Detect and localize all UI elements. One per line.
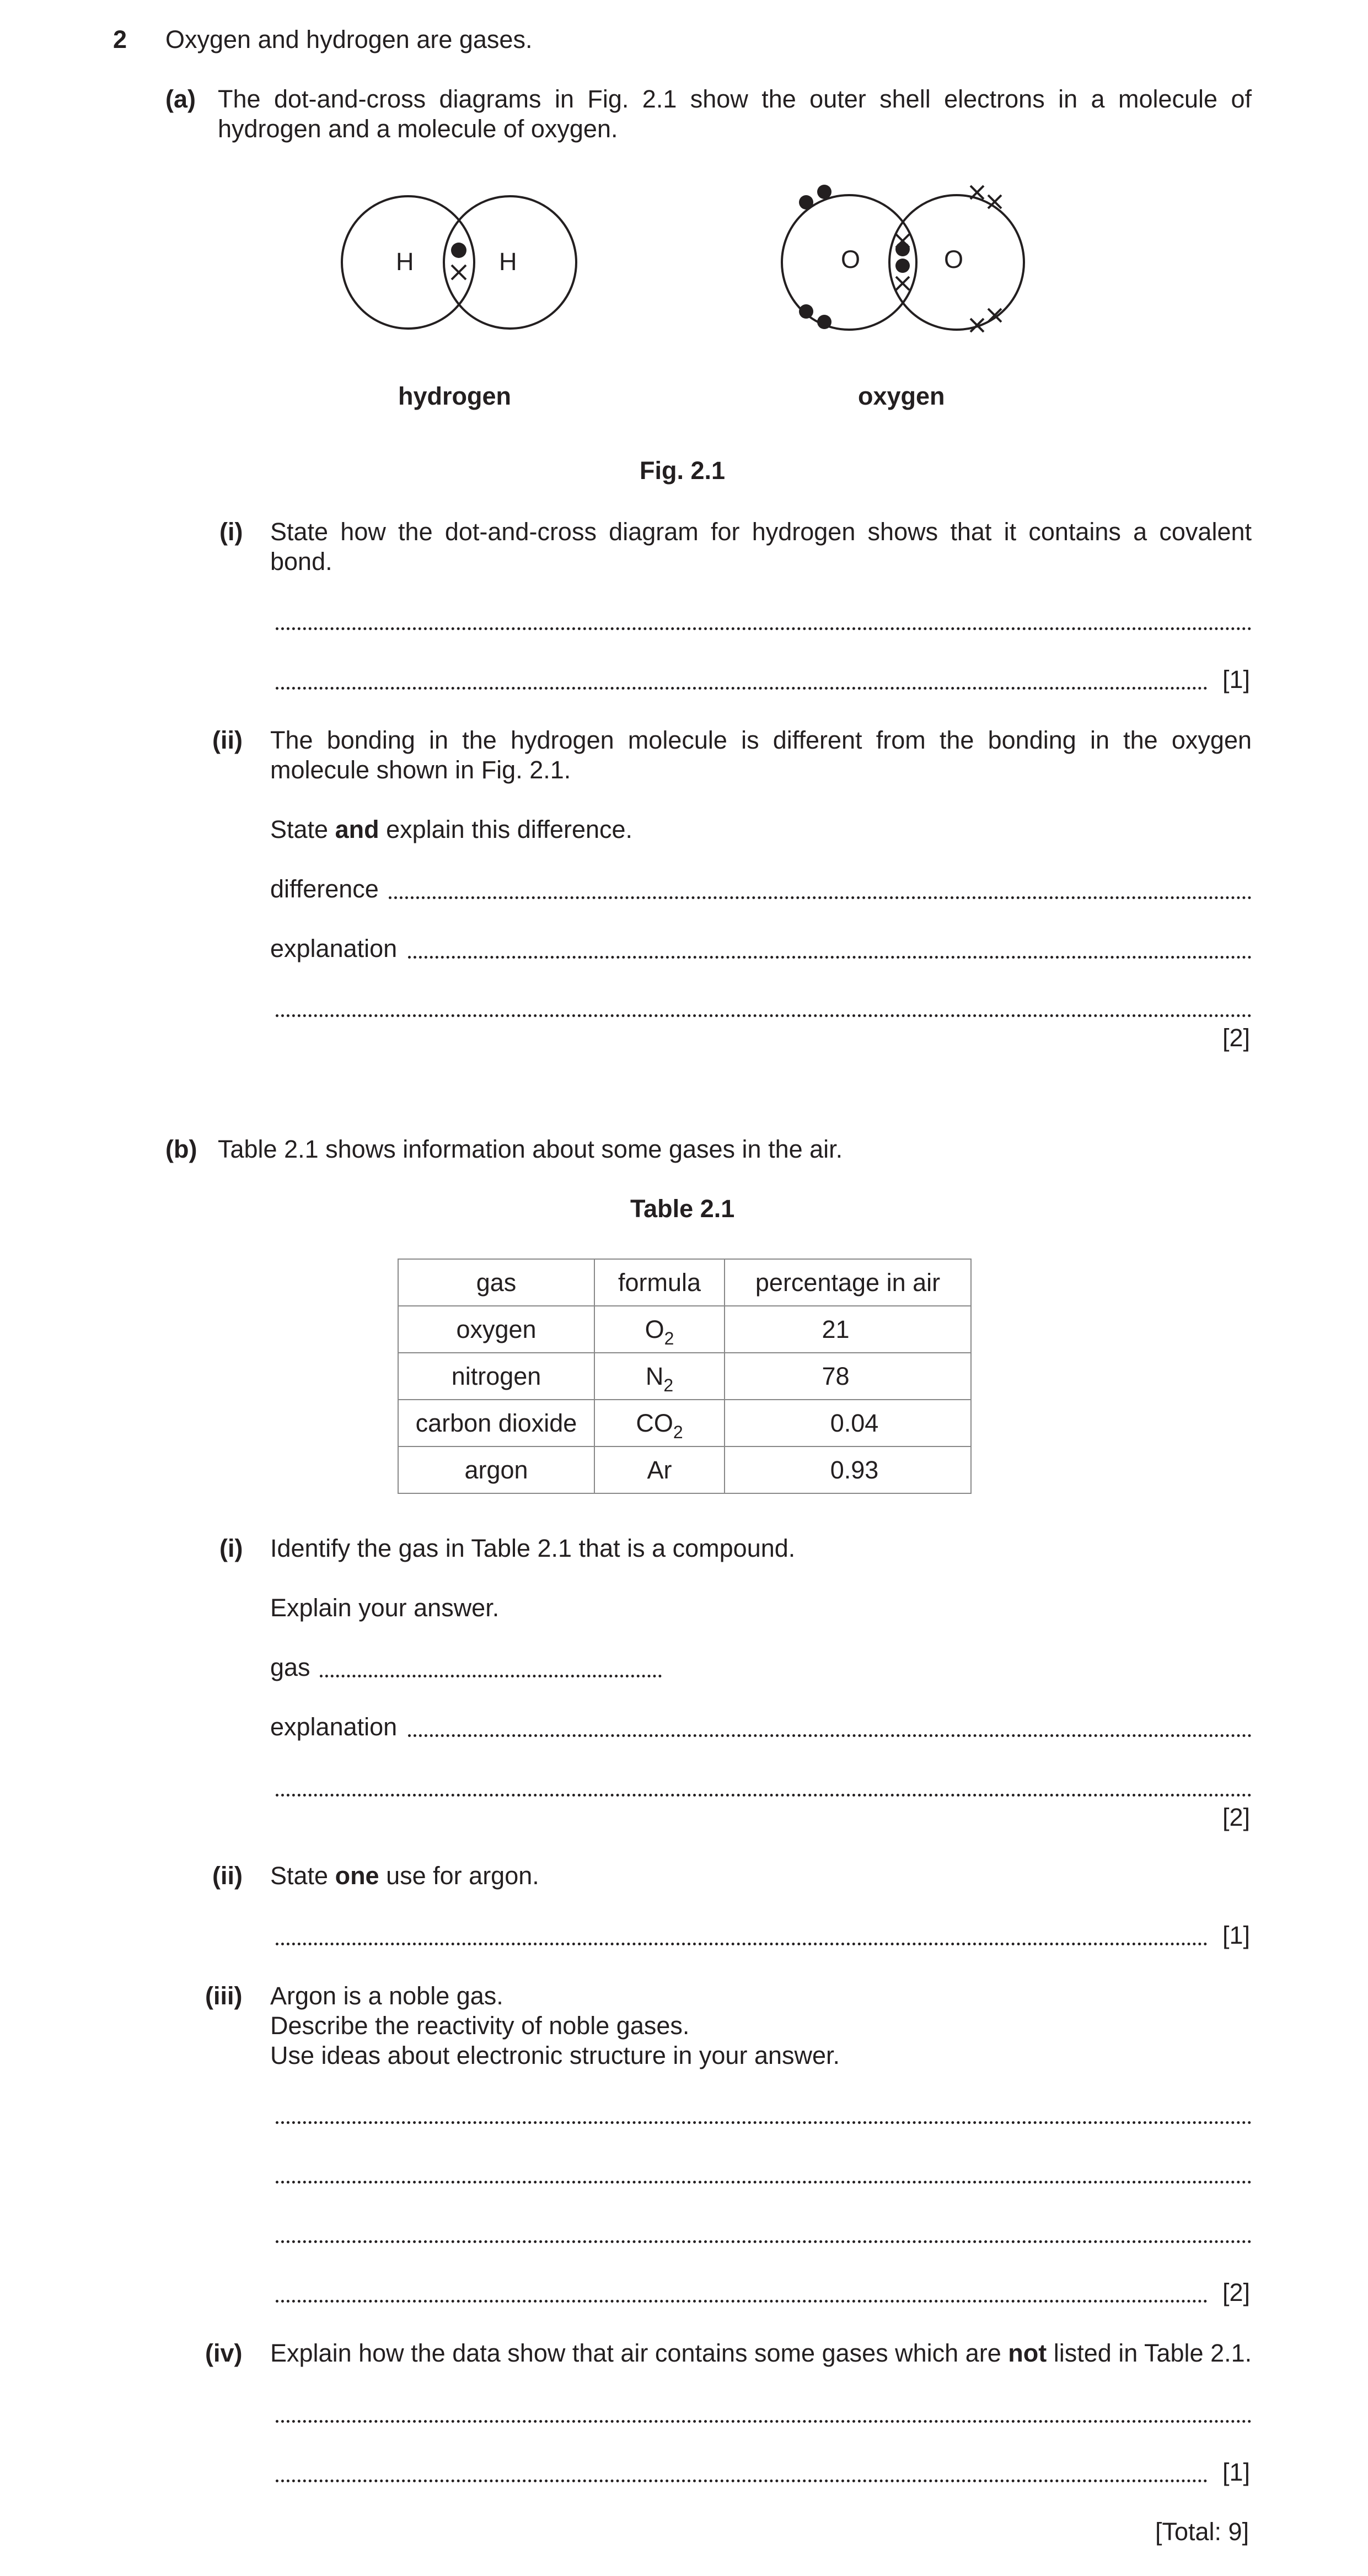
percentage-cell: 0.04 xyxy=(725,1400,971,1446)
oxygen-atom-symbol-left: O xyxy=(841,245,861,273)
explanation-answer-line[interactable] xyxy=(408,1734,1252,1737)
oxygen-caption: oxygen xyxy=(858,382,945,410)
marks-b-ii: [1] xyxy=(1222,1921,1251,1949)
answer-line[interactable] xyxy=(276,2121,1252,2124)
part-b-text: Table 2.1 shows information about some gases in the air. xyxy=(218,1135,843,1163)
table-header: gas xyxy=(398,1259,594,1306)
dot-cross-figure xyxy=(0,0,1368,441)
part-b-ii-label: (ii) xyxy=(212,1862,243,1890)
part-b-iv-label: (iv) xyxy=(205,2339,243,2367)
hydrogen-atom-symbol-left: H xyxy=(396,248,414,276)
table-row xyxy=(398,1400,971,1446)
answer-line[interactable] xyxy=(276,687,1208,690)
answer-line[interactable] xyxy=(276,627,1252,630)
gas-cell: oxygen xyxy=(398,1306,594,1353)
table-title: Table 2.1 xyxy=(630,1195,735,1223)
percentage-cell: 78 xyxy=(725,1353,971,1400)
table-header: percentage in air xyxy=(725,1259,971,1306)
part-b-iii-line3: Use ideas about electronic structure in your answer. xyxy=(270,2041,840,2069)
answer-line[interactable] xyxy=(276,1014,1252,1017)
part-b-iii-label: (iii) xyxy=(205,1982,243,2010)
hydrogen-atom-symbol-right: H xyxy=(499,248,517,276)
answer-line[interactable] xyxy=(276,1794,1252,1797)
oxygen-atom-symbol-right: O xyxy=(944,245,964,273)
table-header: formula xyxy=(594,1259,725,1306)
hydrogen-caption: hydrogen xyxy=(398,382,512,410)
part-a-i-label: (i) xyxy=(219,518,243,546)
difference-answer-line[interactable] xyxy=(389,896,1252,899)
explanation-answer-line[interactable] xyxy=(408,956,1252,959)
gases-table xyxy=(398,1259,972,1494)
explanation-label: explanation xyxy=(270,1713,398,1741)
part-b-i-line1: Identify the gas in Table 2.1 that is a compound. xyxy=(270,1534,796,1562)
answer-line[interactable] xyxy=(276,2181,1252,2184)
part-a-ii-line1: The bonding in the hydrogen molecule is different from the bonding in the oxygen xyxy=(270,726,1252,754)
gas-label: gas xyxy=(270,1653,310,1681)
marks-a-ii: [2] xyxy=(1222,1024,1251,1052)
part-a-label: (a) xyxy=(165,85,196,113)
marks-a-i: [1] xyxy=(1222,665,1251,693)
table-row xyxy=(398,1353,971,1400)
part-b-i-line2: Explain your answer. xyxy=(270,1594,500,1622)
table-row xyxy=(398,1306,971,1353)
figure-label: Fig. 2.1 xyxy=(640,456,726,485)
part-a-ii-label: (ii) xyxy=(212,726,243,754)
total-marks: [Total: 9] xyxy=(1155,2518,1249,2546)
oxygen-diagram xyxy=(782,185,1024,332)
part-a-i-line1: State how the dot-and-cross diagram for hydrogen shows that it contains a covalent xyxy=(270,518,1252,546)
formula-cell: $CO_2$ xyxy=(594,1400,725,1446)
percentage-cell: 21 xyxy=(725,1306,971,1353)
gas-cell: carbon dioxide xyxy=(398,1400,594,1446)
answer-line[interactable] xyxy=(276,2420,1252,2423)
formula-cell: $N_2$ xyxy=(594,1353,725,1400)
hydrogen-cross-electron xyxy=(452,265,466,279)
marks-b-i: [2] xyxy=(1222,1803,1251,1831)
hydrogen-dot-electron xyxy=(451,243,466,258)
formula-cell: Ar xyxy=(594,1446,725,1493)
part-b-iii-line2: Describe the reactivity of noble gases. xyxy=(270,2012,690,2040)
formula-cell: $O_2$ xyxy=(594,1306,725,1353)
part-a-ii-line2: molecule shown in Fig. 2.1. xyxy=(270,756,571,784)
gas-cell: argon xyxy=(398,1446,594,1493)
answer-line[interactable] xyxy=(276,1943,1208,1945)
question-intro: Oxygen and hydrogen are gases. xyxy=(165,25,533,53)
table-row xyxy=(398,1446,971,1493)
marks-b-iv: [1] xyxy=(1222,2458,1251,2486)
percentage-cell: 0.93 xyxy=(725,1446,971,1493)
table-header-row xyxy=(398,1259,971,1306)
explanation-label: explanation xyxy=(270,934,398,962)
gas-cell: nitrogen xyxy=(398,1353,594,1400)
part-b-iii-line1: Argon is a noble gas. xyxy=(270,1982,503,2010)
hydrogen-diagram xyxy=(342,196,576,329)
part-a-ii-instruction: State and explain this difference. xyxy=(270,815,633,843)
part-b-iv-text: Explain how the data show that air contains some gases which are not listed in Table 2.1. xyxy=(270,2339,1252,2367)
difference-label: difference xyxy=(270,875,379,903)
part-a-text-line1: The dot-and-cross diagrams in Fig. 2.1 show the outer shell electrons in a molecule of xyxy=(218,85,1252,113)
answer-line[interactable] xyxy=(276,2240,1252,2243)
answer-line[interactable] xyxy=(276,2300,1208,2303)
question-number: 2 xyxy=(113,25,127,53)
part-a-text-line2: hydrogen and a molecule of oxygen. xyxy=(218,115,618,143)
answer-line[interactable] xyxy=(276,2480,1208,2482)
part-b-i-label: (i) xyxy=(219,1534,243,1562)
part-b-label: (b) xyxy=(165,1135,197,1163)
part-b-ii-text: State one use for argon. xyxy=(270,1862,539,1890)
marks-b-iii: [2] xyxy=(1222,2278,1251,2306)
gas-answer-line[interactable] xyxy=(320,1675,662,1677)
part-a-i-line2: bond. xyxy=(270,547,332,576)
